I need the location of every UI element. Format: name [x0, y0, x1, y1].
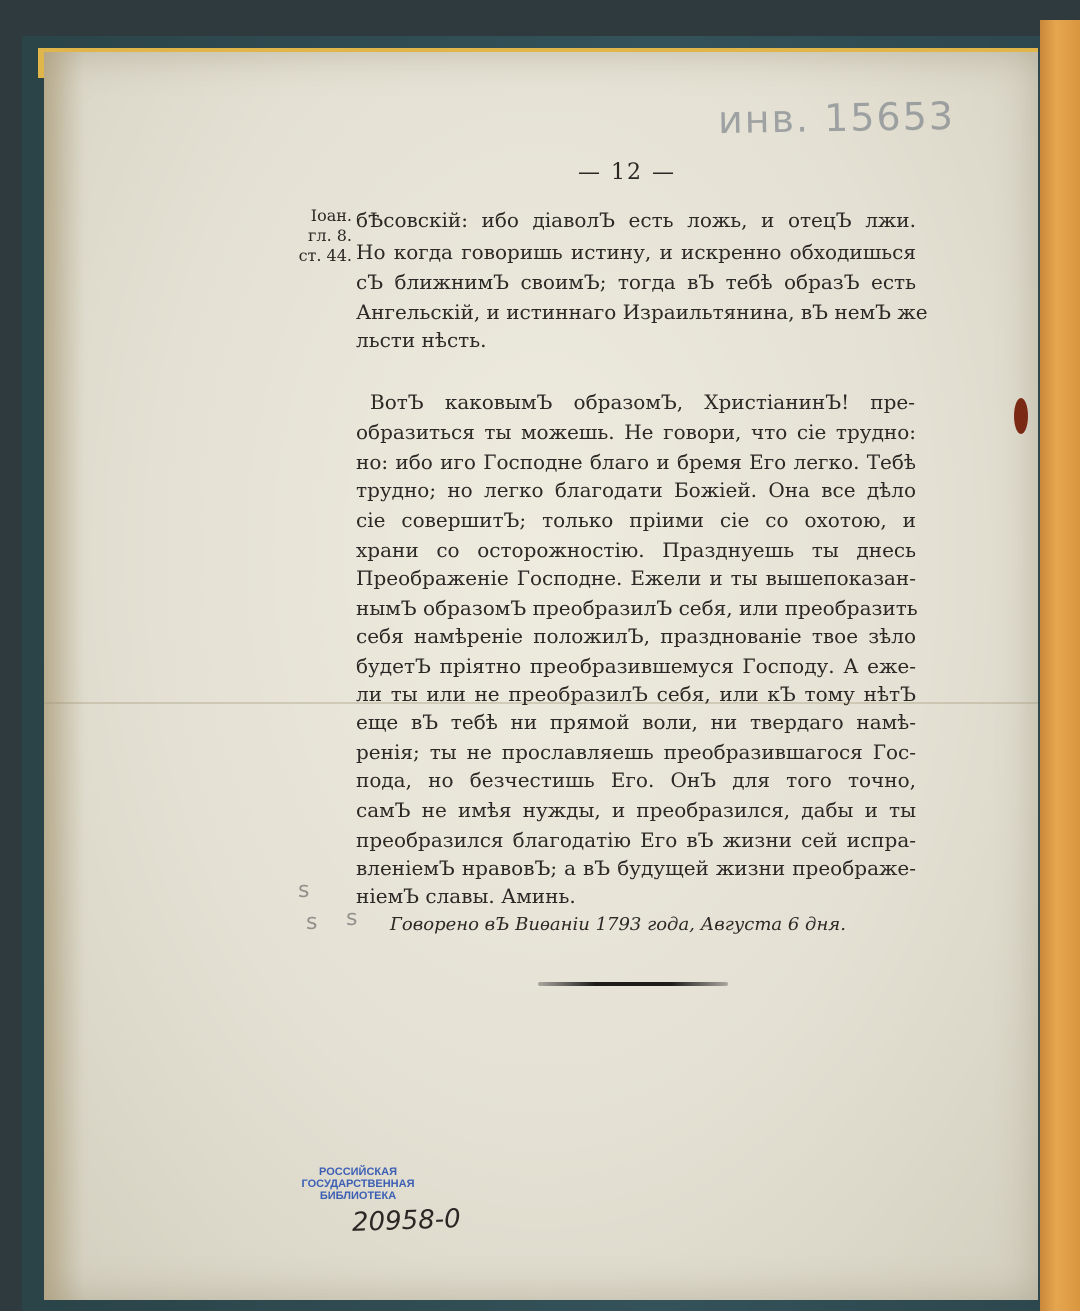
pencil-mark: s: [306, 910, 318, 935]
page-stain: [44, 52, 84, 1300]
text-line: ніемЪ славы. Аминь.: [356, 884, 576, 908]
margin-reference-line: гл. 8.: [308, 226, 352, 245]
colophon: Говорено вЪ Виѳаніи 1793 года, Августа 6 дня.: [390, 914, 846, 935]
text-line: ренія; ты не прославляешь преобразившагося Гос-: [356, 740, 916, 764]
text-line: сЪ ближнимЪ своимЪ; тогда вЪ тебѣ образЪ есть: [356, 270, 916, 294]
stamp-line: РОССИЙСКАЯ: [319, 1166, 397, 1178]
margin-reference-line: ст. 44.: [298, 246, 352, 265]
text-line: себя намѣреніе положилЪ, празднованіе твое зѣло: [356, 624, 916, 648]
text-line: нымЪ образомЪ преобразилЪ себя, или преобразить: [356, 596, 918, 620]
page-number: — 12 —: [578, 160, 676, 185]
text-line: но: ибо иго Господне благо и бремя Его легко. Тебѣ: [356, 450, 916, 474]
text-line: образиться ты можешь. Не говори, что сіе трудно:: [356, 420, 916, 444]
text-line: сіе совершитЪ; только пріими сіе со охотою, и: [356, 508, 916, 532]
text-line: самЪ не имѣя нужды, и преобразился, дабы и ты: [356, 798, 916, 822]
text-line: храни со осторожностію. Празднуешь ты днесь: [356, 538, 916, 562]
text-line: трудно; но легко благодати Божіей. Она все дѣло: [356, 478, 916, 502]
text-line: пода, но безчестишь Его. ОнЪ для того точно,: [356, 768, 916, 792]
text-line: Ангельскій, и истиннаго Израильтянина, вЪ немЪ же: [356, 300, 928, 324]
text-line: преобразился благодатію Его вЪ жизни сей испра-: [356, 828, 916, 852]
text-line: ВотЪ каковымЪ образомЪ, ХристіанинЪ! пре-: [370, 390, 915, 414]
text-line: Но когда говоришь истину, и искренно обходишься: [356, 240, 916, 264]
text-line: вленіемЪ нравовЪ; а вЪ будущей жизни преображе-: [356, 856, 916, 880]
page-edge: [1040, 20, 1080, 1311]
stamp-line: БИБЛИОТЕКА: [319, 1190, 397, 1202]
margin-reference-line: Іоан.: [310, 206, 352, 225]
text-line: льсти нѣсть.: [356, 328, 487, 352]
text-line: Преображеніе Господне. Ежели и ты вышепоказан-: [356, 566, 916, 590]
end-rule: [538, 982, 728, 986]
stamp-line: ГОСУДАРСТВЕННАЯ: [301, 1178, 415, 1190]
margin-reference: [288, 206, 352, 266]
pencil-mark: s: [298, 878, 310, 903]
text-line: бѢсовскій: ибо діаволЪ есть ложь, и отецЪ лжи.: [356, 208, 916, 232]
text-line: еще вЪ тебѣ ни прямой воли, ни твердаго намѣ-: [356, 710, 916, 734]
shelfmark: 20958-0: [351, 1204, 462, 1238]
library-stamp: [300, 1166, 416, 1202]
page-tear: [1014, 398, 1028, 434]
inventory-mark: инв. 15653: [717, 93, 956, 143]
text-line: будетЪ пріятно преобразившемуся Господу. А еже-: [356, 654, 916, 678]
text-line: ли ты или не преобразилЪ себя, или кЪ тому нѣтЪ: [356, 682, 916, 706]
pencil-mark: s: [346, 906, 358, 931]
